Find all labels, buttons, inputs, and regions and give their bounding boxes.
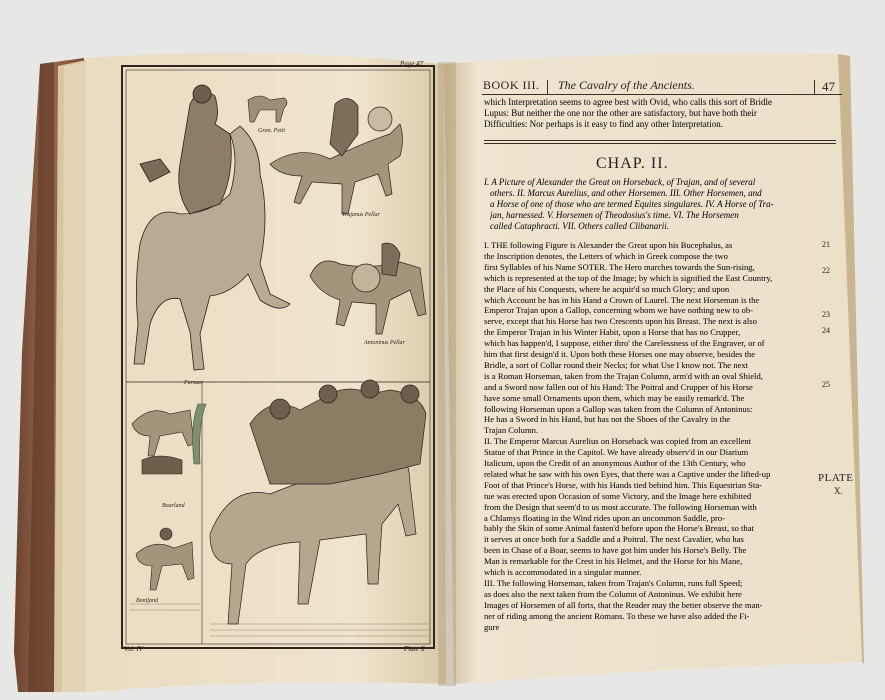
summary-line: a Horse of one of those who are termed Equites singulares. IV. A Horse of Tra-: [490, 199, 774, 209]
summary-line: jan, harnessed. V. Horsemen of Theodosius's time. VI. The Horsemen: [490, 210, 739, 220]
caption-small-horse: Gran. Petit: [258, 128, 285, 134]
body-line: bably the Skin of some Animal fasten'd before upon the Horse's Breast, so that: [484, 523, 754, 534]
body-line: II. The Emperor Marcus Aurelius on Horseback was copied from an excellent: [484, 436, 752, 447]
body-line: have some small Ornaments upon them, which may be easily remark'd. The: [484, 392, 745, 403]
small-horseman-figure: [136, 528, 194, 590]
margin-note-number: 24: [822, 326, 830, 335]
body-line: Foot of that Prince's Horse, with his Hands tied behind him. This Equestrian Sta-: [484, 479, 763, 490]
procession-of-horsemen: [210, 380, 426, 624]
boar-hunt-scene: [132, 404, 206, 474]
body-line: Italicum, upon the Credit of an anonymous Author of the 13th Century, who: [484, 458, 746, 468]
margin-note-number: 21: [822, 240, 830, 249]
plate-page-reference: Page 47: [400, 60, 424, 68]
summary-line: called Cataphracti. VII. Others called Clibanarii.: [490, 221, 669, 231]
body-line: from the Design that seem'd to us most accurate. The following Horseman with: [484, 501, 757, 512]
caption-statue: Pursuer: [184, 380, 204, 386]
body-line: Bridle, a sort of Collar round their Necks; for what Use I know not. The next: [484, 359, 749, 370]
caption-boar: Boarland: [162, 503, 185, 509]
intro-line: Lupus: But neither the one nor the other are satisfactory, but have both their: [484, 108, 757, 118]
caption-trajan: Trajanus Pellar: [342, 212, 380, 218]
caption-antoninus: Antoninus Pellar: [364, 340, 405, 346]
body-line: as does also the next taken from the Column of Antoninus. We exhibit here: [484, 588, 742, 599]
summary-line: others. II. Marcus Aurelius, and other Horsemen. III. Other Horsemen, and: [490, 188, 762, 198]
body-line: it serves at once both for a Saddle and a Poitral. The next Cavalier, who has: [484, 534, 744, 545]
body-line: first Syllables of his Name SOTER. The Hero marches towards the Sun-rising,: [484, 261, 755, 272]
body-line: Emperor Trajan upon a Gallop, concerning whom we have nothing new to ob-: [484, 305, 753, 316]
header-divider: [547, 80, 548, 94]
margin-plate-label: PLATE: [818, 472, 854, 484]
body-line: ner of riding among the ancient Romans. To these we have also added the Fi-: [484, 610, 750, 621]
header-divider-right: [814, 80, 815, 94]
intro-line: Difficulties: Nor perhaps is it easy to find any other Interpretation.: [484, 119, 724, 129]
body-line: Images of Horsemen of all forts, that the Reader may the better observe the man-: [484, 599, 763, 610]
body-line: gure: [484, 621, 500, 632]
antoninus-horseman: [310, 243, 426, 334]
body-line: He has a Sword in his Hand, but has not the Shoes of the Cavalry in the: [484, 414, 731, 425]
body-line: is a Roman Horseman, taken from the Trajan Column, arm'd with an oval Shield,: [484, 370, 763, 381]
plate-volume-label: Vol. IV: [124, 645, 144, 653]
body-line: following Horseman upon a Gallop was taken from the Column of Antoninus:: [484, 403, 753, 414]
trajan-horseman: [270, 98, 403, 214]
body-line: Trajan Column.: [484, 425, 539, 436]
body-line: a Chlamys floating in the Wind rides upon an uncommon Saddle, pro-: [484, 512, 726, 523]
margin-plate-number: X.: [834, 486, 843, 496]
body-line: tue was erected upon Occasion of some Victory, and the Image here exhibited: [484, 490, 752, 501]
margin-note-number: 23: [822, 310, 830, 319]
body-line: which Account he has in his Hand a Crown of Laurel. The next Horseman is the: [484, 294, 760, 305]
page-number: 47: [822, 79, 835, 94]
running-head-book: BOOK III.: [483, 78, 540, 92]
body-line: which is represented at the top of the Image; by which is signified the East Country,: [484, 272, 773, 283]
intro-line: which Interpretation seems to agree best with Ovid, who calls this sort of Bridle: [484, 97, 772, 107]
margin-note-number: 22: [822, 266, 830, 275]
small-horse-figure: [248, 96, 287, 122]
body-line: which has happen'd, I suppose, either thro' the Carelessness of the Engraver, or of: [484, 338, 765, 349]
body-line: serve, except that his Horse has two Crescents upon his Breast. The next is also: [484, 316, 757, 327]
chapter-title: CHAP. II.: [596, 155, 669, 172]
body-line: been in Chase of a Boar, seems to have got him under his Horse's Belly. The: [484, 545, 747, 556]
section-rule-double: [484, 143, 836, 144]
body-line: the Emperor Trajan in his Winter Habit, upon a Horse that has no Crupper,: [484, 327, 741, 338]
plate-number-label: Plate X: [404, 645, 425, 653]
body-line: III. The following Horseman, taken from Trajan's Column, runs full Speed;: [484, 577, 743, 588]
header-rule: [482, 94, 842, 95]
body-line: I. THE following Figure is Alexander the Great upon his Bucephalus, as: [484, 240, 733, 250]
body-line: Man is remarkable for the Crest in his Helmet, and the Horse for his Mane,: [484, 556, 743, 567]
engraved-plate-illustration: [120, 64, 436, 652]
body-line: which is accommodated in a singular manner.: [484, 567, 642, 577]
body-line: related what he saw with his own Eyes, that there was a Captive under the lifted-up: [484, 468, 771, 479]
margin-note-number: 25: [822, 380, 830, 389]
body-line: the Inscription denotes, the Letters of which in Greek compose the two: [484, 250, 728, 261]
body-line: Statue of that Prince in the Capitol. We have already observ'd in our Diarium: [484, 447, 749, 458]
caption-small-horseman: Bonifand: [136, 598, 158, 604]
body-line: and a Sword now fallen out of his Hand: The Poitral and Crupper of his Horse: [484, 381, 753, 392]
section-rule: [484, 140, 836, 141]
body-line: the Place of his Conquests, where he acquir'd so much Glory; and upon: [484, 283, 730, 294]
body-line: him that first design'd it. Upon both these Horses one may observe, besides the: [484, 349, 756, 359]
summary-line: I. A Picture of Alexander the Great on Horseback, of Trajan, and of several: [484, 177, 756, 187]
running-head-title: The Cavalry of the Ancients.: [558, 78, 695, 92]
